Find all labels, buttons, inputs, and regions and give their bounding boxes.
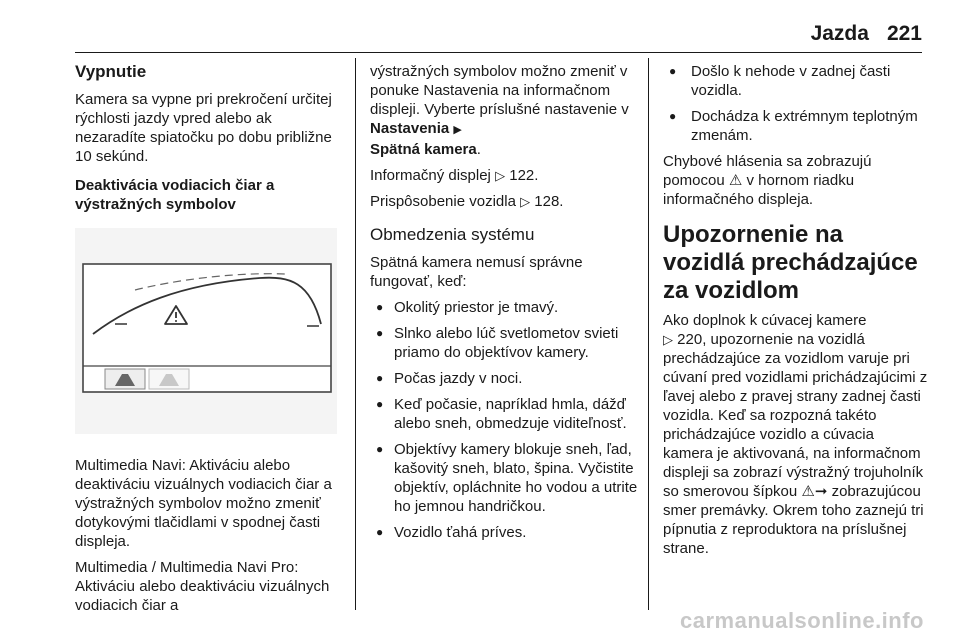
- camera-display-svg: [75, 228, 337, 434]
- list-item: ● Objektívy kamery blokuje sneh, ľad, kašovitý sneh, blato, špina. Vyčistite objektív, opláchnite ho vodou a utrite ho jemnou handričkou.: [370, 440, 645, 516]
- paragraph-error-messages: Chybové hlásenia sa zobrazujú pomocou ⚠ v hornom riadku informačného displeja.: [663, 153, 872, 208]
- warning-triangle-icon: ⚠: [728, 172, 743, 189]
- watermark: carmanualsonline.info: [680, 608, 924, 633]
- list-item: ● Vozidlo ťahá príves.: [370, 523, 645, 542]
- paragraph-cross-traffic: Ako doplnok k cúvacej kamere ▷ 220, upozornenie na vozidlá prechádzajúce za vozidlom varuje pri cúvaní pred vozidlami prichádzajúcimi z ľavej alebo z pravej strany zadnej časti vozidla. Keď sa rozpozná takéto prichádzajúce vozidlo a cúvacia kamera je aktivovaná, na informačnom displeji sa zobrazí výstražný trojuholník so smerovou šípkou ⚠➞ zobrazujúcou smer premávky. Okrem toho zaznejú tri pípnutia z reproduktora na príslušnej strane.: [663, 312, 928, 557]
- paragraph-multimedia-navi: Multimedia Navi: Aktiváciu alebo deaktiváciu vizuálnych vodiacich čiar a výstražných symbolov možno zmeniť dotykovými tlačidlami v spodnej časti displeja.: [75, 457, 332, 550]
- paragraph-settings: výstražných symbolov možno zmeniť v ponuke Nastavenia na informačnom displeji. Vyberte príslušné nastavenie v Nastavenia ▶ Spätná kamera.: [370, 63, 629, 158]
- limitations-list: [370, 298, 645, 542]
- list-item: ● Došlo k nehode v zadnej časti vozidla.: [663, 62, 928, 100]
- page-number: 221: [886, 22, 922, 45]
- warning-symbols-toggle-button[interactable]: [149, 369, 189, 389]
- column-1: [75, 62, 345, 622]
- reference-vehicle-settings[interactable]: Prispôsobenie vozidla ▷ 128.: [370, 193, 564, 210]
- reference-info-display[interactable]: Informačný displej ▷ 122.: [370, 167, 539, 184]
- list-item: ● Keď počasie, napríklad hmla, dážď alebo sneh, obmedzuje viditeľnosť.: [370, 395, 645, 433]
- ref-arrow-icon: ▷: [520, 194, 531, 209]
- header-rule: [75, 52, 922, 53]
- limitations-list-continued: [663, 62, 928, 145]
- ref-arrow-icon: ▷: [663, 332, 673, 347]
- column-2: [370, 62, 645, 549]
- paragraph-vypnutie: Kamera sa vypne pri prekročení určitej rýchlosti jazdy vpred alebo ak nezaradíte spiatočku po dobu približne 10 sekúnd.: [75, 91, 332, 165]
- paragraph-multimedia-pro: Multimedia / Multimedia Navi Pro: Aktiváciu alebo deaktiváciu vizuálnych vodiacich čiar a: [75, 559, 330, 614]
- list-item: ● Okolitý priestor je tmavý.: [370, 298, 645, 317]
- guidelines-toggle-button[interactable]: [105, 369, 145, 389]
- list-item: ● Počas jazdy v noci.: [370, 369, 645, 388]
- menu-spatna-kamera: Spätná kamera: [370, 141, 477, 158]
- heading-obmedzenia: Obmedzenia systému: [370, 225, 535, 244]
- page-header: [811, 22, 922, 46]
- camera-display-illustration: [75, 228, 337, 434]
- cross-traffic-icon: ⚠➞: [801, 483, 828, 500]
- column-3: [663, 62, 928, 565]
- paragraph-intro: Spätná kamera nemusí správne fungovať, keď:: [370, 254, 583, 290]
- menu-nastavenia: Nastavenia: [370, 120, 450, 137]
- subheading-deaktivacia: Deaktivácia vodiacich čiar a výstražných symbolov: [75, 177, 275, 213]
- heading-cross-traffic: Upozornenie na vozidlá prechádzajúce za vozidlom: [663, 221, 918, 304]
- heading-vypnutie: Vypnutie: [75, 62, 147, 81]
- menu-arrow-icon: ▶: [453, 124, 462, 136]
- list-item: ● Dochádza k extrémnym teplotným zmenám.: [663, 107, 928, 145]
- ref-arrow-icon: ▷: [495, 168, 506, 183]
- column-divider-2: [648, 58, 649, 610]
- column-divider-1: [355, 58, 356, 610]
- section-title: Jazda: [810, 22, 869, 45]
- list-item: ● Slnko alebo lúč svetlometov svieti priamo do objektívov kamery.: [370, 324, 645, 362]
